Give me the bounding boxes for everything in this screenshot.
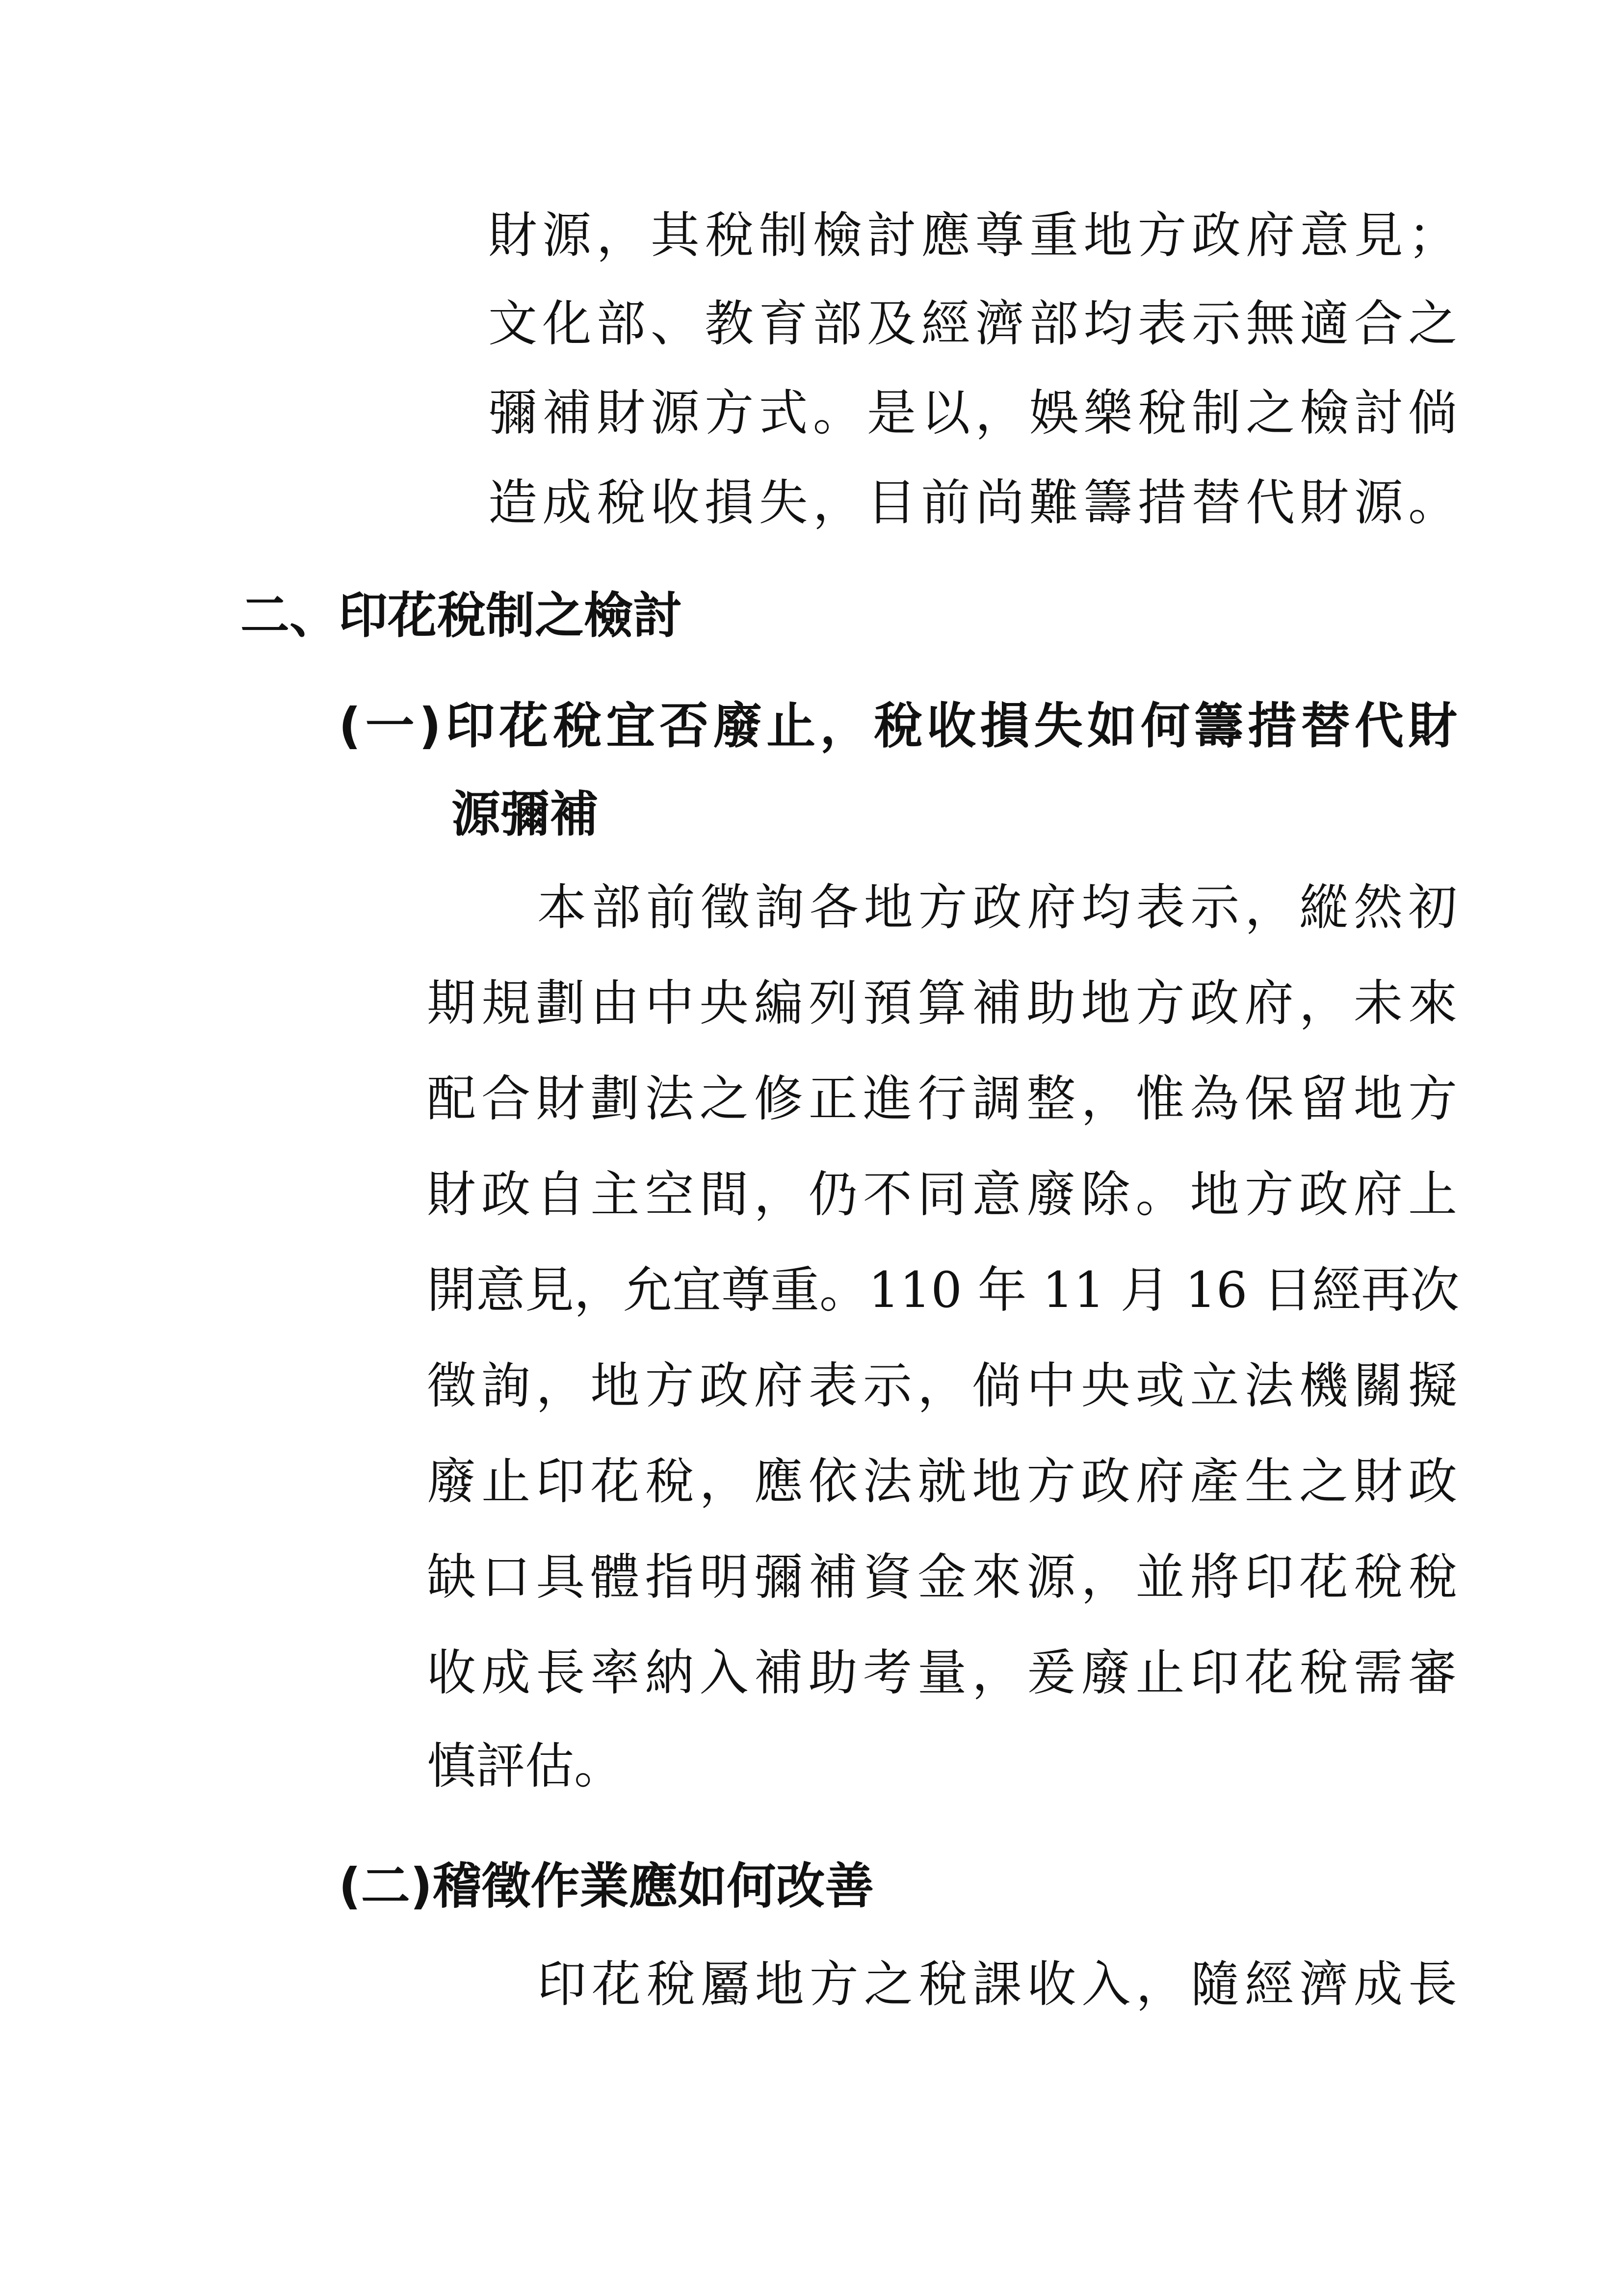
- body-line: 開意見，允宜尊重。110 年 11 月 16 日經再次: [427, 1261, 1460, 1319]
- body-line: 廢止印花稅，應依法就地方政府產生之財政: [427, 1453, 1457, 1510]
- body-line: 期規劃由中央編列預算補助地方政府，未來: [427, 974, 1457, 1032]
- subsection-heading-line: (一)印花稅宜否廢止，稅收損失如何籌措替代財: [339, 697, 1457, 755]
- paragraph-line: 文化部、教育部及經濟部均表示無適合之: [488, 295, 1457, 352]
- paragraph-line: 財源，其稅制檢討應尊重地方政府意見；: [488, 207, 1457, 264]
- paragraph-line: 彌補財源方式。是以，娛樂稅制之檢討倘: [488, 384, 1457, 442]
- subsection-heading-line: 源彌補: [451, 785, 599, 843]
- body-line: 印花稅屬地方之稅課收入，隨經濟成長: [537, 1956, 1457, 2013]
- paragraph-line: 造成稅收損失，目前尚難籌措替代財源。: [488, 474, 1457, 531]
- body-line: 徵詢，地方政府表示，倘中央或立法機關擬: [427, 1357, 1457, 1414]
- body-line: 本部前徵詢各地方政府均表示，縱然初: [537, 879, 1457, 936]
- body-line: 缺口具體指明彌補資金來源，並將印花稅稅: [427, 1548, 1457, 1606]
- body-line: 收成長率納入補助考量，爰廢止印花稅需審: [427, 1644, 1457, 1701]
- body-line: 慎評估。: [427, 1737, 623, 1795]
- subsection-2-heading: (二)稽徵作業應如何改善: [339, 1857, 874, 1915]
- body-line: 財政自主空間，仍不同意廢除。地方政府上: [427, 1166, 1457, 1223]
- section-heading: 二、印花稅制之檢討: [240, 587, 682, 644]
- body-line: 配合財劃法之修正進行調整，惟為保留地方: [427, 1070, 1457, 1127]
